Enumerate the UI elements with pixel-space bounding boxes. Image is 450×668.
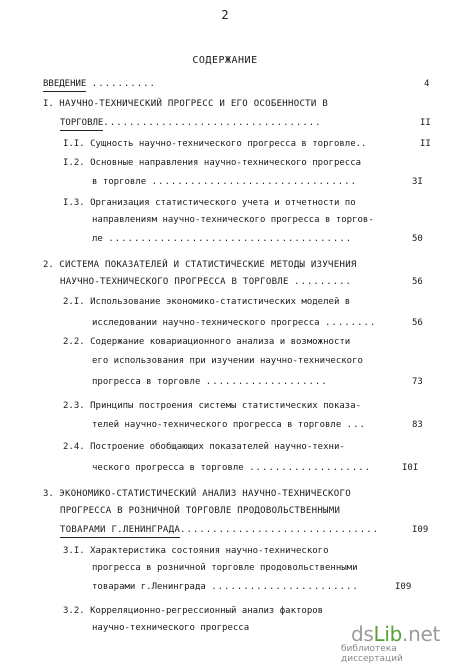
toc-section-3-1[interactable] — [63, 545, 329, 557]
section-number: 3.2. — [63, 606, 85, 616]
toc-chapter-1[interactable] — [43, 98, 328, 110]
section-number: 2.4. — [63, 442, 85, 452]
toc-page-number: 83 — [412, 420, 423, 430]
section-number: 3.I. — [63, 546, 85, 556]
section-title-line: Содержание ковариационного анализа и возможности — [90, 337, 351, 347]
chapter-title-line: ПРОГРЕССА В РОЗНИЧНОЙ ТОРГОВЛЕ ПРОДОВОЛЬСТВЕННЫМИ — [60, 506, 341, 516]
toc-intro-label: ВВЕДЕНИЕ — [43, 78, 86, 92]
toc-section-2-1-cont — [92, 317, 376, 329]
toc-section-2-1[interactable] — [63, 296, 350, 308]
toc-leader: ................... — [249, 463, 372, 473]
toc-leader: ......... — [294, 277, 352, 287]
toc-leader: ....................... — [211, 582, 359, 592]
toc-section-2-2[interactable] — [63, 336, 350, 348]
toc-section-2-4[interactable] — [63, 441, 345, 453]
toc-section-2-3-cont — [92, 419, 366, 431]
section-title-line: Организация статистического учета и отчетности по — [90, 198, 356, 208]
toc-section-3-1-cont — [92, 562, 358, 574]
section-number: I.3. — [63, 198, 85, 208]
toc-page-number: 3I — [412, 177, 423, 187]
toc-title: СОДЕРЖАНИЕ — [192, 55, 258, 66]
toc-leader: ............................... — [180, 525, 380, 535]
toc-chapter-3-cont — [60, 505, 340, 517]
toc-section-3-1-cont — [92, 581, 359, 593]
toc-chapter-1-cont — [60, 117, 322, 131]
section-title-line: Построение обобщающих показателей научно-техни- — [90, 442, 345, 452]
toc-page-number: 56 — [412, 318, 423, 328]
toc-page-number: II — [420, 118, 431, 128]
toc-chapter-3-cont — [60, 524, 379, 538]
chapter-title-line: НАУЧНО-ТЕХНИЧЕСКИЙ ПРОГРЕСС И ЕГО ОСОБЕННОСТИ В — [59, 99, 329, 109]
toc-leader: ................... — [205, 377, 328, 387]
section-title-line: Использование экономико-статистических моделей в — [90, 297, 351, 307]
toc-page-number: II — [420, 139, 431, 149]
section-title-line: ле — [92, 234, 103, 244]
toc-page-number: I09 — [412, 525, 429, 535]
dslib-logo — [351, 622, 440, 646]
toc-page-number: I09 — [395, 582, 412, 592]
toc-leader: .......... — [91, 79, 156, 89]
toc-section-3-2-cont — [92, 622, 249, 634]
toc-chapter-2-cont — [60, 276, 352, 288]
section-title-line: телей научно-технического прогресса в торговле — [92, 420, 342, 430]
toc-section-2-2-cont — [92, 376, 328, 388]
toc-leader: ...................................... — [108, 234, 353, 244]
section-title-line: направлениям научно-технического прогресса в торгов- — [92, 215, 374, 225]
toc-section-1-3[interactable] — [63, 197, 356, 209]
toc-chapter-3[interactable] — [43, 488, 351, 500]
toc-leader: ... — [346, 420, 366, 430]
section-number: 2.I. — [63, 297, 85, 307]
section-title-line: товарами г.Ленинграда — [92, 582, 206, 592]
chapter-title-line: СИСТЕМА ПОКАЗАТЕЛЕЙ И СТАТИСТИЧЕСКИЕ МЕТОДЫ ИЗУЧЕНИЯ — [59, 260, 357, 270]
section-title-line: Сущность научно-технического прогресса в торговле.. — [90, 139, 367, 149]
chapter-number: I. — [43, 99, 54, 109]
logo-lib: Lib — [373, 622, 403, 646]
chapter-title-line: ЭКОНОМИКО-СТАТИСТИЧЕСКИЙ АНАЛИЗ НАУЧНО-ТЕХНИЧЕСКОГО — [59, 489, 351, 499]
toc-chapter-2[interactable] — [43, 259, 357, 271]
toc-page-number: I0I — [402, 463, 419, 473]
toc-section-1-2-cont — [92, 176, 357, 188]
section-title-line: исследовании научно-технического прогресса — [92, 318, 320, 328]
section-number: I.I. — [63, 139, 85, 149]
toc-leader: ................................ — [151, 177, 357, 187]
toc-section-1-3-cont — [92, 214, 374, 226]
toc-leader: ........ — [325, 318, 377, 328]
section-title-line: прогресса в торговле — [92, 377, 201, 387]
section-title-line: Основные направления научно-технического прогресса — [90, 158, 362, 168]
section-number: I.2. — [63, 158, 85, 168]
watermark-caption: библиотека диссертаций — [341, 644, 403, 664]
chapter-number: 3. — [43, 489, 54, 499]
section-title-line: в торговле — [92, 177, 147, 187]
section-title-line: Корреляционно-регрессионный анализ факторов — [90, 606, 324, 616]
chapter-title-line: НАУЧНО-ТЕХНИЧЕСКОГО ПРОГРЕССА В ТОРГОВЛЕ — [60, 277, 289, 287]
page-number: 2 — [221, 8, 229, 22]
toc-page-number: 73 — [412, 377, 423, 387]
toc-leader: .................................. — [103, 118, 322, 128]
logo-ds: ds — [351, 622, 374, 646]
toc-section-3-2[interactable] — [63, 605, 323, 617]
toc-intro[interactable] — [43, 78, 156, 92]
chapter-number: 2. — [43, 260, 54, 270]
section-title-line: Характеристика состояния научно-технического — [90, 546, 329, 556]
section-title-line: прогресса в розничной торговле продовольственными — [92, 563, 358, 573]
toc-section-2-3[interactable] — [63, 400, 361, 412]
section-title-line: научно-технического прогресса — [92, 623, 250, 633]
toc-page-number: 56 — [412, 277, 423, 287]
toc-page-number: 4 — [424, 79, 430, 89]
section-title-line: ческого прогресса в торговле — [92, 463, 244, 473]
toc-page-number: 50 — [412, 234, 423, 244]
section-title-line: его использования при изучении научно-технического — [92, 356, 363, 366]
logo-net: .net — [402, 622, 440, 646]
section-number: 2.2. — [63, 337, 85, 347]
toc-section-1-2[interactable] — [63, 157, 361, 169]
chapter-title-line: ТОВАРАМИ Г.ЛЕНИНГРАДА — [60, 524, 180, 538]
toc-section-1-1[interactable] — [63, 138, 366, 150]
section-title-line: Принципы построения системы статистических показа- — [90, 401, 362, 411]
toc-section-2-2-cont — [92, 355, 363, 367]
toc-section-1-3-cont — [92, 233, 352, 245]
section-number: 2.3. — [63, 401, 85, 411]
toc-section-2-4-cont — [92, 462, 371, 474]
chapter-title-line: ТОРГОВЛЕ — [60, 117, 103, 131]
